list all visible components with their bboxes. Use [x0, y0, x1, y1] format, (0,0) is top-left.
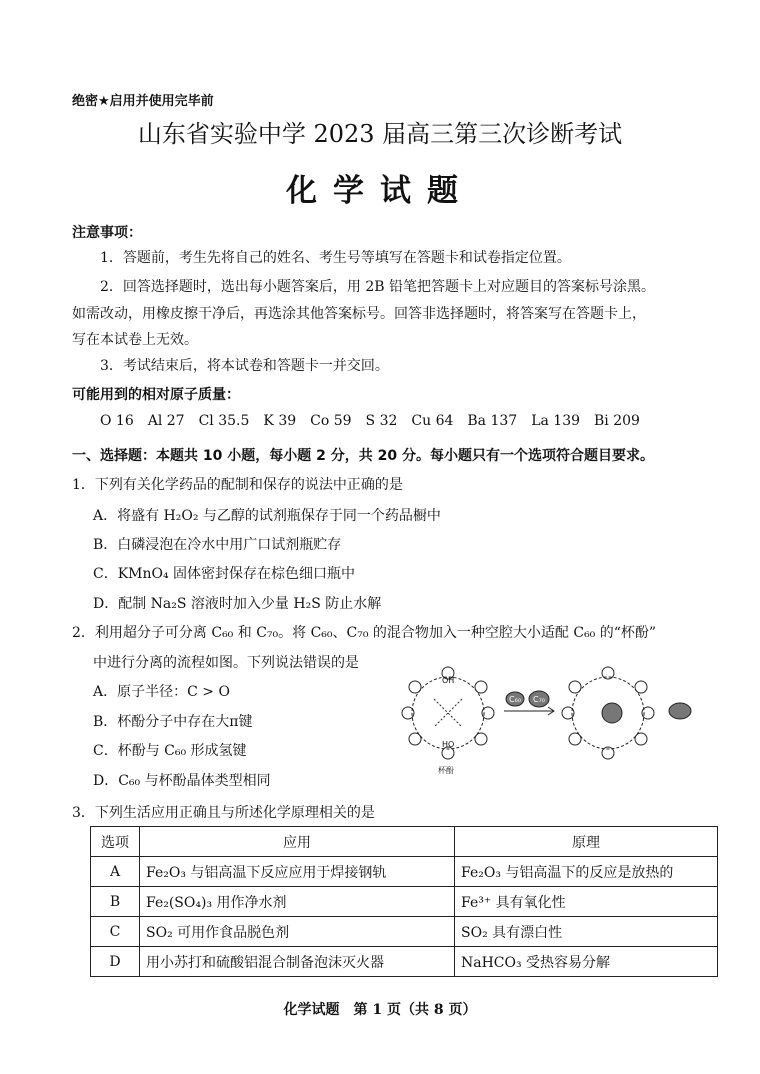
- table-row: [91, 857, 718, 887]
- table-cell-principle: SO₂ 具有漂白性: [455, 917, 718, 947]
- calixarene-separation-figure: [388, 653, 700, 777]
- question-2-option-b: B．杯酚分子中存在大π键: [93, 714, 253, 730]
- c70-label: C₇₀: [533, 695, 545, 704]
- question-3-table: [90, 826, 718, 977]
- question-2-stem-line-2: 中进行分离的流程如图。下列说法错误的是: [93, 655, 359, 671]
- school-exam-title: 山东省实验中学 2023 届高三第三次诊断考试: [137, 120, 623, 148]
- table-cell-principle: Fe³⁺ 具有氧化性: [455, 887, 718, 917]
- question-2-option-a: A．原子半径：C > O: [93, 684, 230, 700]
- table-cell-option: C: [91, 917, 140, 947]
- table-header-principle: 原理: [455, 827, 718, 857]
- table-cell-application: SO₂ 可用作食品脱色剂: [140, 917, 455, 947]
- table-row: [91, 917, 718, 947]
- table-cell-option: D: [91, 947, 140, 977]
- section-1-heading: 一、选择题：本题共 10 小题，每小题 2 分，共 20 分。每小题只有一个选项符合题目要求。: [72, 448, 654, 464]
- question-2-option-d: D．C₆₀ 与杯酚晶体类型相同: [93, 773, 271, 789]
- notice-item-1: 1．答题前，考生先将自己的姓名、考生号等填写在答题卡和试卷指定位置。: [100, 250, 571, 266]
- question-1-option-c: C．KMnO₄ 固体密封保存在棕色细口瓶中: [93, 566, 356, 582]
- notice-item-2-line-1: 2．回答选择题时，选出每小题答案后，用 2B 铅笔把答题卡上对应题目的答案标号涂黑。: [100, 279, 656, 295]
- question-2-option-c: C．杯酚与 C₆₀ 形成氢键: [93, 743, 247, 759]
- page-footer: 化学试题 第 1 页（共 8 页）: [283, 1002, 477, 1018]
- subject-title: 化学试题: [286, 173, 474, 209]
- table-row: [91, 887, 718, 917]
- table-header-option: 选项: [91, 827, 140, 857]
- notice-item-2-line-2: 如需改动，用橡皮擦干净后，再选涂其他答案标号。回答非选择题时，将答案写在答题卡上，: [72, 306, 646, 322]
- question-1-stem: 1．下列有关化学药品的配制和保存的说法中正确的是: [72, 477, 403, 493]
- ho-label: HO: [442, 740, 455, 749]
- table-cell-application: Fe₂(SO₄)₃ 用作净水剂: [140, 887, 455, 917]
- table-cell-application: Fe₂O₃ 与铝高温下反应应用于焊接钢轨: [140, 857, 455, 887]
- question-1-option-d: D．配制 Na₂S 溶液时加入少量 H₂S 防止水解: [93, 596, 382, 612]
- table-cell-option: B: [91, 887, 140, 917]
- notice-heading: 注意事项：: [72, 225, 142, 241]
- table-cell-principle: NaHCO₃ 受热容易分解: [455, 947, 718, 977]
- table-header-row: [91, 827, 718, 857]
- question-3-stem: 3．下列生活应用正确且与所述化学原理相关的是: [72, 805, 375, 821]
- confidential-label: 绝密★启用并使用完毕前: [72, 94, 214, 109]
- question-1-option-b: B．白磷浸泡在冷水中用广口试剂瓶贮存: [93, 537, 342, 553]
- calixarene-label: 杯酚: [438, 766, 454, 775]
- atomic-mass-heading: 可能用到的相对原子质量：: [72, 387, 240, 403]
- notice-item-3: 3．考试结束后，将本试卷和答题卡一并交回。: [100, 358, 389, 374]
- table-cell-application: 用小苏打和硫酸铝混合制备泡沫灭火器: [140, 947, 455, 977]
- notice-item-2-line-3: 写在本试卷上无效。: [72, 332, 198, 348]
- table-row: [91, 947, 718, 977]
- table-cell-principle: Fe₂O₃ 与铝高温下的反应是放热的: [455, 857, 718, 887]
- atomic-mass-values: O 16 Al 27 Cl 35.5 K 39 Co 59 S 32 Cu 64 Ba 137 La 139 Bi 209: [100, 413, 640, 429]
- question-1-option-a: A．将盛有 H₂O₂ 与乙醇的试剂瓶保存于同一个药品橱中: [93, 508, 441, 524]
- oh-label: OH: [442, 676, 455, 685]
- table-cell-option: A: [91, 857, 140, 887]
- c60-label: C₆₀: [509, 695, 521, 704]
- table-header-application: 应用: [140, 827, 455, 857]
- question-2-stem-line-1: 2．利用超分子可分离 C₆₀ 和 C₇₀。将 C₆₀、C₇₀ 的混合物加入一种空腔大小适配 C₆₀ 的“杯酚”: [72, 625, 657, 641]
